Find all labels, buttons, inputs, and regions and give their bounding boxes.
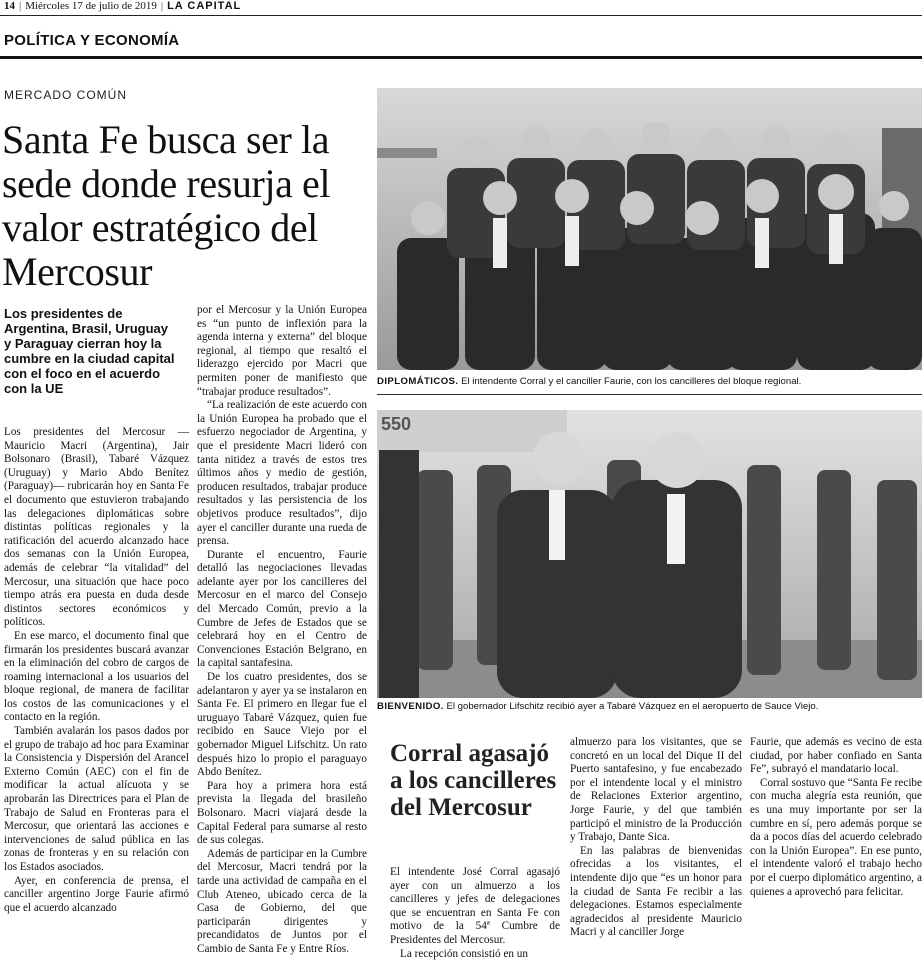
- header-separator: |: [160, 0, 164, 12]
- secondary-column-1: [390, 866, 560, 960]
- article-headline: Santa Fe busca ser la sede donde resurja el valor estratégico del Mercosur: [2, 117, 331, 294]
- newspaper-name: LA CAPITAL: [167, 0, 242, 12]
- photo-caption-diplomats: [377, 376, 922, 388]
- page-header: [4, 0, 241, 14]
- section-title: POLÍTICA Y ECONOMÍA: [4, 32, 180, 49]
- paragraph: “La realización de este acuerdo con la Unión Europea ha probado que el esfuerzo negociador de Argentina, y que el presidente Macri lideró con tanta nitidez a través de estos tres últimos años y medio de gestión, producen resultados, trabajar produce resultados y las persistencia de los objetivos produce resultados”, dijo ayer el canciller durante una rueda de prensa.: [197, 399, 367, 548]
- secondary-column-3: [750, 736, 922, 946]
- paragraph: Además de participar en la Cumbre del Mercosur, Macri tendrá por la tarde una actividad de campaña en el Club Ateneo, ubicado cerca de la Casa de Gobierno, del que participarán dirigentes y precandidatos de Juntos por el Cambio de Santa Fe y Entre Ríos.: [197, 847, 367, 955]
- photo-caption-welcome: [377, 701, 922, 713]
- issue-date: Miércoles 17 de julio de 2019: [25, 0, 157, 12]
- header-rule: [0, 15, 922, 16]
- paragraph: El intendente José Corral agasajó ayer con un almuerzo a los cancilleres y jefes de delegaciones que se encuentran en Santa Fe con motivo de la 54ª Cumbre de Presidentes del Mercosur.: [390, 866, 560, 946]
- article-kicker: MERCADO COMÚN: [4, 88, 127, 102]
- paragraph: En las palabras de bienvenidas ofrecidas a los visitantes, el intendente dijo que “es un honor para la ciudad de Santa Fe recibir a las delegaciones. Estamos especialmente agradecidos al presidente Mauricio Macri y al canciller Jorge: [570, 844, 742, 939]
- paragraph: Los presidentes del Mercosur —Mauricio Macri (Argentina), Jair Bolsonaro (Brasil), Tabaré Vázquez (Uruguay) y Mario Abdo Benítez (Paraguay)— rubricarán hoy en Santa Fe el documento que estuvieron trabajando las delegaciones diplomáticas sobre distintas políticas regionales y la ratificación del acuerdo alcanzado hace dos semanas con la Unión Europea, además de celebrar “la vitalidad” del Mercosur, una situación que hace poco tiempo atrás era puesta en duda desde distintos sectores económicos y políticos.: [4, 426, 189, 629]
- photo-diplomats: [377, 88, 922, 370]
- paragraph: De los cuatro presidentes, dos se adelantaron y ayer ya se instalaron en Santa Fe. El primero en llegar fue el uruguayo Tabaré Vázquez, quien fue recibido en Sauce Viejo por el gobernador Miguel Lifschitz. Un rato después hizo lo propio el paraguayo Abdo Benítez.: [197, 671, 367, 779]
- paragraph: En ese marco, el documento final que firmarán los presidentes buscará avanzar en la eliminación del cobro de cargos de roaming internacional a los usuarios del bloque regional, de manera de facilitar los costos de las comunicaciones y el contacto en la región.: [4, 629, 189, 724]
- paragraph: La recepción consistió en un: [400, 947, 528, 960]
- secondary-column-2: [570, 736, 742, 946]
- caption-text: El intendente Corral y el canciller Faurie, con los cancilleres del bloque regional.: [461, 376, 802, 387]
- photo-divider: [377, 394, 922, 395]
- section-rule: [0, 56, 922, 59]
- group-photo-illustration: [377, 88, 922, 370]
- header-separator: |: [19, 0, 22, 12]
- caption-label: DIPLOMÁTICOS.: [377, 376, 459, 387]
- paragraph: Ayer, en conferencia de prensa, el canciller argentino Jorge Faurie afirmó que el acuerdo alcanzado: [4, 874, 189, 914]
- paragraph: almuerzo para los visitantes, que se concretó en un local del Dique II del Puerto santafesino, y fue encabezado por el intendente local y el ministro de Relaciones Exterior argentino, Jorge Faurie, y del que también participó el ministro de la Producción y Trabajo, Dante Sica.: [570, 736, 742, 844]
- article-column-2: [197, 304, 367, 955]
- paragraph: Durante el encuentro, Faurie detalló las negociaciones llevadas adelante ayer por los cancilleres del Mercosur en el marco del Consejo del Mercado Común, previo a la Cumbre de Jefes de Estados que se celebrará hoy en el Centro de Convenciones Estación Belgrano, en la capital santafesina.: [197, 548, 367, 670]
- paragraph: Faurie, que además es vecino de esta ciudad, por haber confiado en Santa Fe”, subrayó el mandatario local.: [750, 736, 922, 776]
- page-number: 14: [4, 0, 15, 12]
- paragraph: También avalarán los pasos dados por el grupo de trabajo ad hoc para Examinar la Consistencia y Dispersión del Arancel Externo Común (AEC) con el fin de modificar la actual alícuota y se aprobarán las Directrices para el Plan de Trabajo de Salud en Fronteras para el Mercosur, que orientará las acciones e intervenciones de salud pública en las zonas de fronteras y en su relación con los Estados asociados.: [4, 725, 189, 873]
- airport-photo-illustration: [377, 410, 922, 698]
- article-deck: Los presidentes de Argentina, Brasil, Uruguay y Paraguay cierran hoy la cumbre en la ciudad capital con el foco en el acuerdo con la UE: [4, 306, 175, 396]
- article-column-1: [4, 426, 189, 946]
- secondary-headline: Corral agasajó a los cancilleres del Mercosur: [390, 740, 557, 821]
- paragraph: por el Mercosur y la Unión Europea es “un punto de inflexión para la agenda interna y externa” del bloque regional, al tiempo que resaltó el liderazgo ejercido por Macri que permiten poner de manifiesto que “trabajar produce resultados”.: [197, 304, 367, 398]
- aircraft-marking: 550: [381, 414, 412, 434]
- paragraph: Corral sostuvo que “Santa Fe recibe con mucha alegría esta reunión, que es una muy importante por ser la cumbre en sí, pero además porque se da a pocos días del acuerdo celebrado con la Unión Europea”. En ese punto, el intendente valoró el trabajo hecho por el cuerpo diplomático argentino, a quienes a aprovechó para felicitar.: [750, 776, 922, 898]
- paragraph: Para hoy a primera hora está prevista la llegada del brasileño Bolsonaro. Macri viajará desde la Capital Federal para sumarse al resto de sus colegas.: [197, 779, 367, 847]
- caption-label: BIENVENIDO.: [377, 701, 444, 712]
- photo-airport-welcome: [377, 410, 922, 698]
- caption-text: El gobernador Lifschitz recibió ayer a Tabaré Vázquez en el aeropuerto de Sauce Viejo.: [446, 701, 819, 712]
